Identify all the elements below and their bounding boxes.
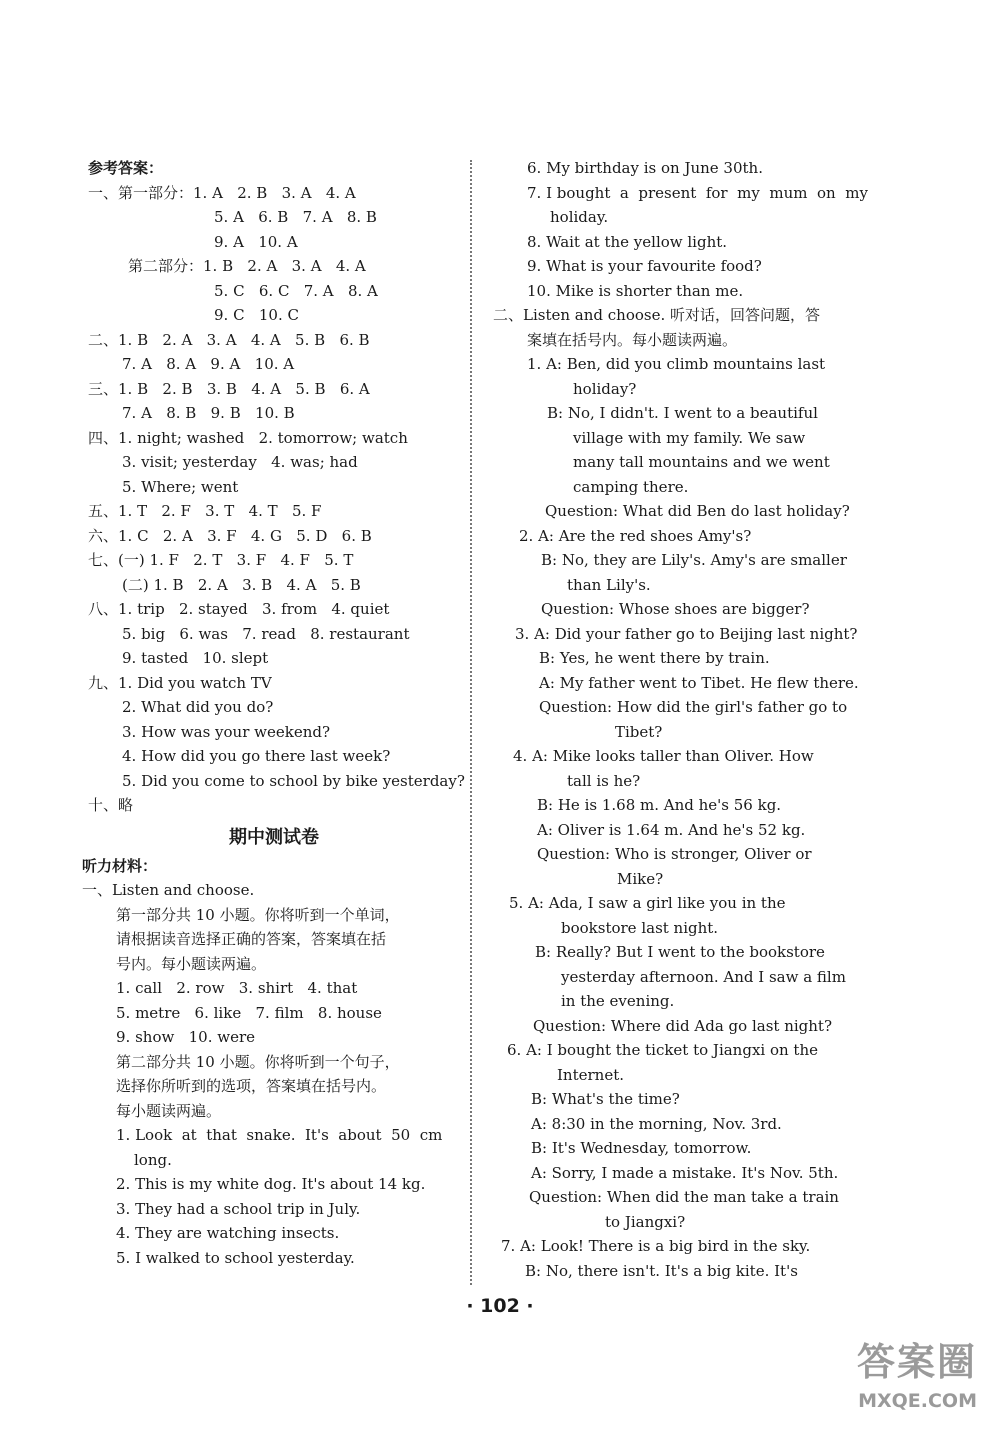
text-line: 一、Listen and choose. (82, 881, 255, 899)
text-line: camping there. (573, 477, 689, 496)
text-line: 案填在括号内。每小题读两遍。 (527, 330, 738, 349)
text-line: 5. metre 6. like 7. film 8. house (116, 1003, 382, 1022)
text-line: 5. A: Ada, I saw a girl like you in the (509, 894, 786, 912)
text-line: Internet. (557, 1065, 624, 1084)
text-line: B: What's the time? (531, 1090, 680, 1108)
text-line: bookstore last night. (561, 918, 719, 937)
text-line: holiday? (573, 379, 637, 398)
text-line: 3. visit; yesterday 4. was; had (122, 453, 358, 471)
text-line: than Lily's. (567, 575, 651, 594)
text-line: 5. C 6. C 7. A 8. A (214, 281, 378, 300)
text-line: 第二部分：1. B 2. A 3. A 4. A (128, 257, 366, 275)
text-line: Question: What did Ben do last holiday? (545, 502, 850, 520)
text-line: Question: Where did Ada go last night? (533, 1016, 832, 1035)
text-line: 二、Listen and choose. 听对话，回答问题，答 (493, 306, 820, 324)
text-line: 4. A: Mike looks taller than Oliver. How (513, 747, 814, 765)
text-line: 第二部分共 10 小题。你将听到一个句子， (116, 1052, 400, 1071)
text-line: 二、1. B 2. A 3. A 4. A 5. B 6. B (88, 330, 370, 349)
watermark-top-text: 答案圈 (856, 1340, 977, 1384)
text-line: 选择你所听到的选项，答案填在括号内。 (116, 1077, 387, 1095)
text-line: A: My father went to Tibet. He flew there. (539, 673, 859, 692)
text-line: B: No, I didn't. I went to a beautiful (547, 404, 818, 422)
text-line: 四、1. night; washed 2. tomorrow; watch (88, 428, 408, 447)
section-heading: 听力材料： (82, 856, 158, 875)
text-line: 7. I bought a present for my mum on my (527, 183, 868, 202)
watermark-logo (822, 1335, 987, 1427)
text-line: B: No, they are Lily's. Amy's are smaller (541, 551, 847, 569)
text-line: village with my family. We saw (573, 428, 806, 447)
watermark-bottom-text: MXQE.COM (858, 1390, 977, 1412)
text-line: 2. A: Are the red shoes Amy's? (519, 526, 752, 545)
text-line: 5. Did you come to school by bike yesterday? (122, 771, 465, 790)
text-line: 7. A: Look! There is a big bird in the sky. (501, 1237, 811, 1255)
text-line: Tibet? (615, 722, 663, 741)
text-line: 3. How was your weekend? (122, 722, 331, 741)
text-line: long. (134, 1150, 172, 1169)
text-line: Question: Whose shoes are bigger? (541, 600, 810, 618)
text-line: 八、1. trip 2. stayed 3. from 4. quiet (88, 600, 390, 618)
text-line: tall is he? (567, 771, 641, 790)
text-line: 5. Where; went (122, 477, 239, 496)
text-line: 4. How did you go there last week? (122, 747, 391, 765)
text-line: 三、1. B 2. B 3. B 4. A 5. B 6. A (88, 379, 370, 398)
text-line: 6. My birthday is on June 30th. (527, 159, 763, 177)
text-line: 2. This is my white dog. It's about 14 kg. (116, 1175, 426, 1193)
text-line: 九、1. Did you watch TV (88, 673, 272, 692)
text-line: 请根据读音选择正确的答案，答案填在括 (116, 930, 387, 948)
text-line: 五、1. T 2. F 3. T 4. T 5. F (88, 502, 322, 520)
text-line: 十、略 (88, 796, 134, 814)
text-line: A: Oliver is 1.64 m. And he's 52 kg. (537, 820, 806, 839)
text-line: holiday. (550, 208, 609, 226)
text-line: B: Really? But I went to the bookstore (535, 943, 825, 961)
text-line: 5. I walked to school yesterday. (116, 1248, 355, 1267)
text-line: 9. show 10. were (116, 1028, 255, 1046)
text-line: (二) 1. B 2. A 3. B 4. A 5. B (122, 575, 361, 594)
text-line: Question: Who is stronger, Oliver or (537, 845, 812, 863)
page-number: · 102 · (466, 1295, 534, 1317)
text-line: Question: How did the girl's father go to (539, 698, 848, 716)
text-line: 9. tasted 10. slept (122, 649, 269, 667)
text-line: B: He is 1.68 m. And he's 56 kg. (537, 796, 782, 814)
text-line: 9. What is your favourite food? (527, 257, 762, 275)
text-line: 7. A 8. A 9. A 10. A (122, 355, 295, 373)
text-line: 一、第一部分：1. A 2. B 3. A 4. A (88, 183, 356, 202)
text-line: 每小题读两遍。 (116, 1101, 222, 1120)
text-line: 号内。每小题读两遍。 (116, 954, 267, 973)
text-line: 10. Mike is shorter than me. (527, 281, 744, 300)
text-line: A: 8:30 in the morning, Nov. 3rd. (531, 1114, 782, 1133)
text-line: 3. They had a school trip in July. (116, 1199, 361, 1218)
text-line: Question: When did the man take a train (529, 1188, 839, 1206)
text-line: 3. A: Did your father go to Beijing last night? (515, 624, 858, 643)
text-line: 1. call 2. row 3. shirt 4. that (116, 979, 358, 997)
text-line: 8. Wait at the yellow light. (527, 232, 728, 251)
text-line: in the evening. (561, 992, 675, 1010)
text-line: 1. A: Ben, did you climb mountains last (527, 355, 826, 373)
left-column (82, 156, 465, 1270)
text-line: 9. A 10. A (214, 232, 298, 251)
text-line: 2. What did you do? (122, 698, 274, 716)
text-line: 7. A 8. B 9. B 10. B (122, 404, 295, 422)
text-line: to Jiangxi? (605, 1212, 686, 1231)
text-line: B: No, there isn't. It's a big kite. It's (525, 1261, 798, 1280)
text-line: 5. big 6. was 7. read 8. restaurant (122, 624, 410, 643)
text-line: 七、(一) 1. F 2. T 3. F 4. F 5. T (88, 551, 354, 569)
right-column (493, 156, 868, 1283)
text-line: B: Yes, he went there by train. (539, 649, 770, 667)
text-line: 9. C 10. C (214, 306, 299, 324)
section-title: 期中测试卷 (229, 826, 319, 848)
text-line: A: Sorry, I made a mistake. It's Nov. 5th. (531, 1163, 839, 1182)
text-line: B: It's Wednesday, tomorrow. (531, 1139, 752, 1157)
text-line: 六、1. C 2. A 3. F 4. G 5. D 6. B (88, 526, 372, 545)
text-line: Mike? (617, 869, 664, 888)
section-heading: 参考答案： (88, 159, 164, 177)
text-line: yesterday afternoon. And I saw a film (561, 967, 846, 986)
text-line: 4. They are watching insects. (116, 1224, 340, 1242)
text-line: 1. Look at that snake. It's about 50 cm (116, 1126, 443, 1144)
text-line: 第一部分共 10 小题。你将听到一个单词， (116, 905, 400, 924)
text-line: 6. A: I bought the ticket to Jiangxi on the (507, 1041, 818, 1059)
text-line: many tall mountains and we went (573, 453, 830, 471)
column-divider (470, 160, 472, 1285)
text-line: 5. A 6. B 7. A 8. B (214, 208, 377, 226)
